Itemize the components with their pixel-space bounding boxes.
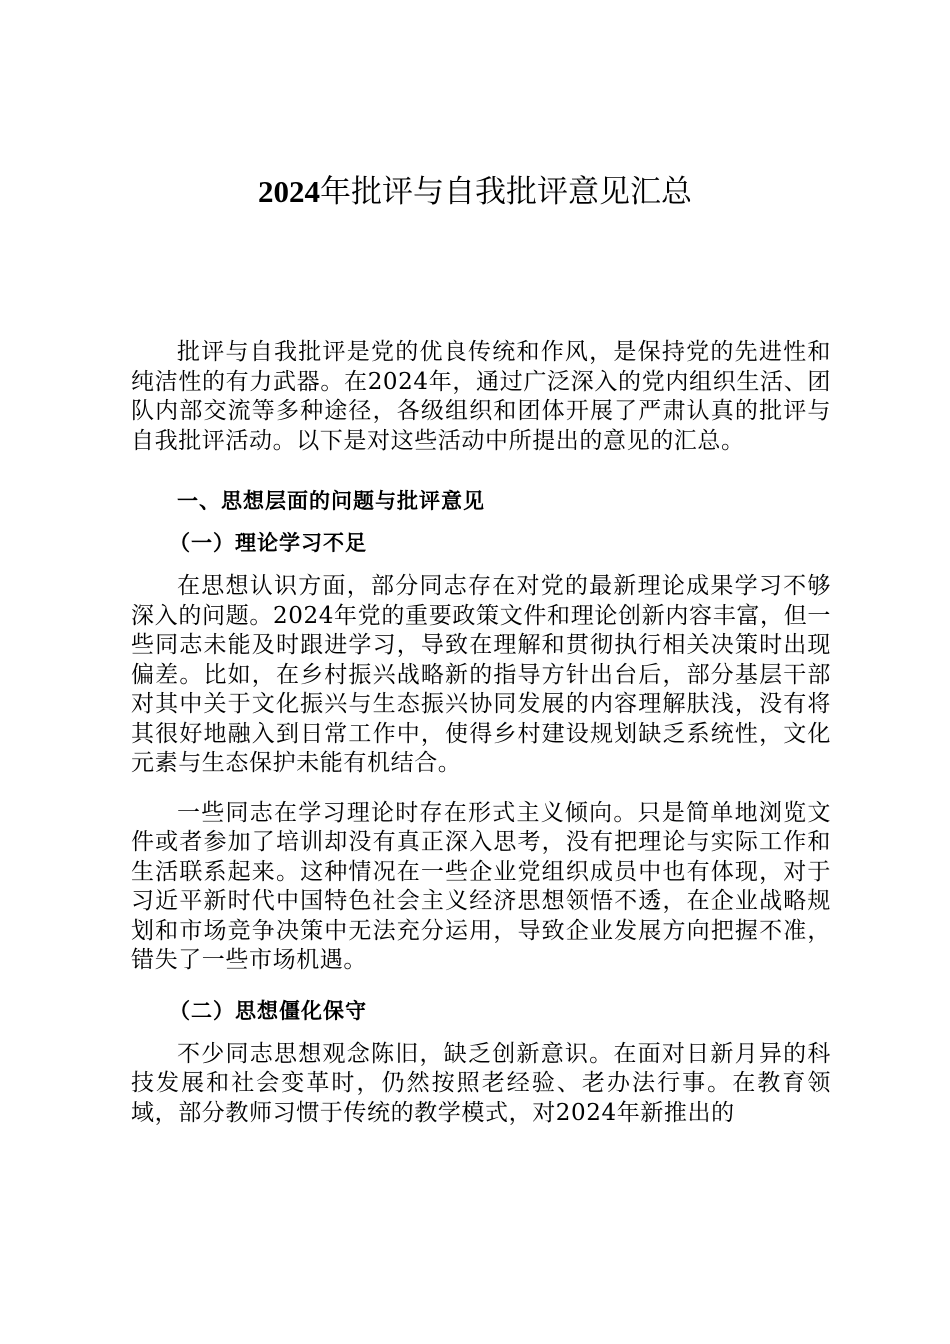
title-year: 2024 <box>258 174 320 209</box>
subsection-1-paragraph-1: 在思想认识方面，部分同志存在对党的最新理论成果学习不够深入的问题。2024年党的重要政策文件和理论创新内容丰富，但一些同志未能及时跟进学习，导致在理解和贯彻执行相关决策时出现偏差。比如，在乡村振兴战略新的指导方针出台后，部分基层干部对其中关于文化振兴与生态振兴协同发展的内容理解肤浅，没有将其很好地融入到日常工作中，使得乡村建设规划缺乏系统性，文化元素与生态保护未能有机结合。 <box>131 573 831 776</box>
document-title <box>0 170 950 214</box>
intro-paragraph: 批评与自我批评是党的优良传统和作风，是保持党的先进性和纯洁性的有力武器。在2024年，通过广泛深入的党内组织生活、团队内部交流等多种途径，各级组织和团体开展了严肃认真的批评与自我批评活动。以下是对这些活动中所提出的意见的汇总。 <box>131 339 831 454</box>
subsection-1-paragraph-2: 一些同志在学习理论时存在形式主义倾向。只是简单地浏览文件或者参加了培训却没有真正深入思考，没有把理论与实际工作和生活联系起来。这种情况在一些企业党组织成员中也有体现，对于习近平新时代中国特色社会主义经济思想领悟不透，在企业战略规划和市场竞争决策中无法充分运用，导致企业发展方向把握不准，错失了一些市场机遇。 <box>131 799 831 973</box>
document-body <box>131 338 831 1128</box>
title-text: 年批评与自我批评意见汇总 <box>320 174 692 210</box>
subsection-2-paragraph-1: 不少同志思想观念陈旧，缺乏创新意识。在面对日新月异的科技发展和社会变革时，仍然按照老经验、老办法行事。在教育领域，部分教师习惯于传统的教学模式，对2024年新推出的 <box>131 1040 831 1126</box>
subsection-heading-2: （二）思想僵化保守 <box>169 998 367 1023</box>
subsection-heading-1: （一）理论学习不足 <box>169 531 367 555</box>
section-heading-1: 一、思想层面的问题与批评意见 <box>177 489 485 513</box>
